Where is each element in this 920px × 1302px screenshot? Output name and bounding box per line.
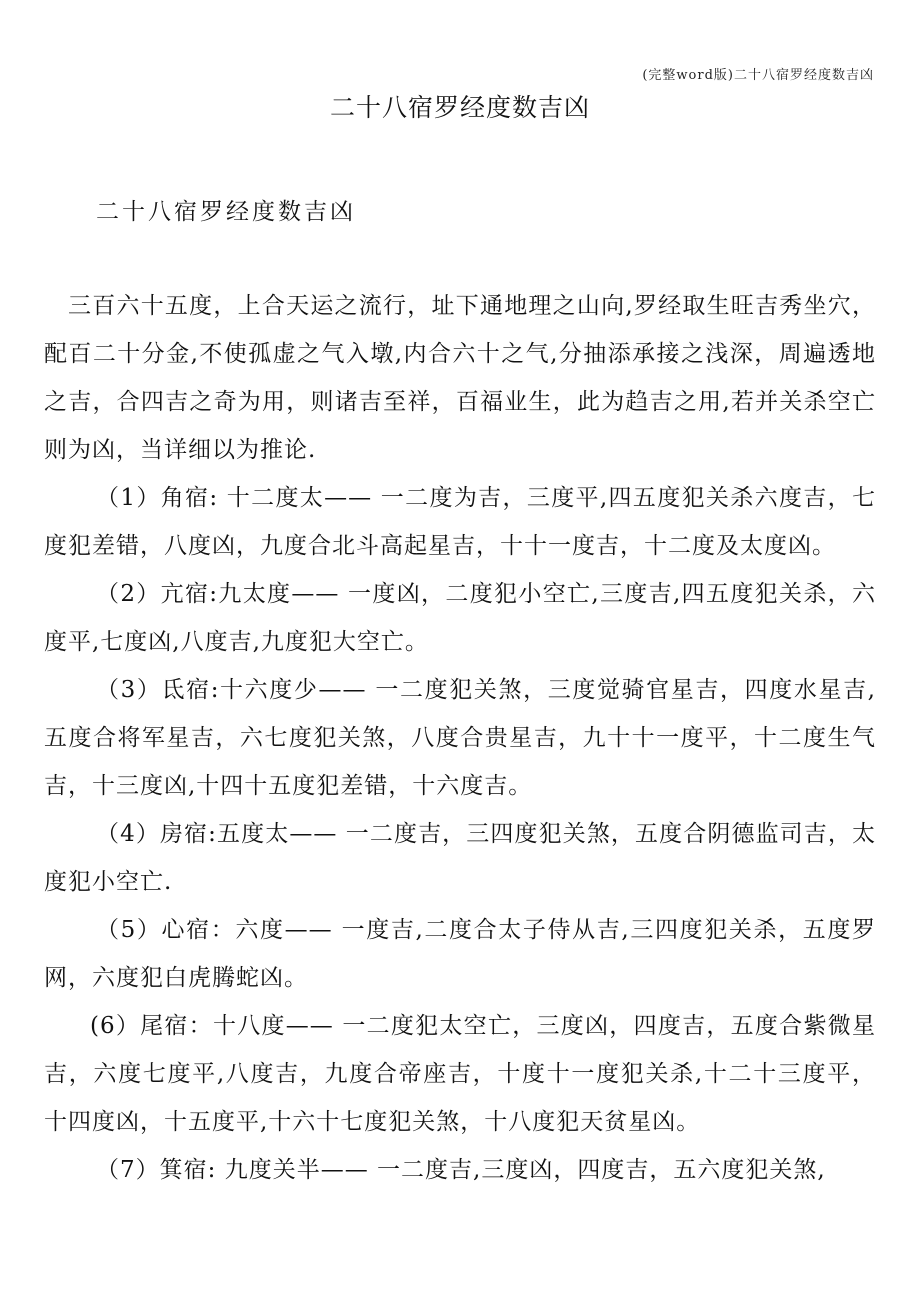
entry-wei: (6）尾宿：十八度—— 一二度犯太空亡，三度凶，四度吉，五度合紫微星吉，六度七度平,八度吉，九度合帝座吉，十度十一度犯关杀,十二十三度平，十四度凶，十五度平,十六十七度犯关煞，十八度犯天贫星凶。 (44, 1013, 876, 1135)
intro-paragraph: 三百六十五度，上合天运之流行，址下通地理之山向,罗经取生旺吉秀坐穴，配百二十分金,不使孤虚之气入墩,内合六十之气,分抽添承接之浅深，周遍透地之吉，合四吉之奇为用，则诸吉至祥，百福业生，此为趋吉之用,若并关杀空亡则为凶，当详细以为推论. (44, 293, 876, 463)
running-header: (完整word版)二十八宿罗经度数吉凶 (642, 68, 874, 83)
entry-kang: （2）亢宿:九太度—— 一度凶，二度犯小空亡,三度吉,四五度犯关杀，六度平,七度凶,八度吉,九度犯大空亡。 (44, 581, 876, 655)
entry-xin: （5）心宿：六度—— 一度吉,二度合太子侍从吉,三四度犯关杀，五度罗网，六度犯白虎腾蛇凶。 (44, 917, 876, 991)
entry-ji: （7）箕宿: 九度关半—— 一二度吉,三度凶，四度吉，五六度犯关煞, (96, 1157, 826, 1183)
document-body (44, 282, 876, 1194)
document-title: 二十八宿罗经度数吉凶 (329, 93, 590, 122)
entry-fang: （4）房宿:五度太—— 一二度吉，三四度犯关煞，五度合阴德监司吉，太度犯小空亡. (44, 821, 876, 895)
entry-di: （3）氐宿:十六度少—— 一二度犯关煞，三度觉骑官星吉，四度水星吉,五度合将军星吉，六七度犯关煞，八度合贵星吉，九十十一度平，十二度生气吉，十三度凶,十四十五度犯差错，十六度吉。 (44, 677, 876, 799)
document-subtitle: 二十八宿罗经度数吉凶 (96, 199, 356, 225)
entry-jiao: （1）角宿: 十二度太—— 一二度为吉，三度平,四五度犯关杀六度吉，七度犯差错，八度凶，九度合北斗高起星吉，十十一度吉，十二度及太度凶。 (44, 485, 876, 559)
